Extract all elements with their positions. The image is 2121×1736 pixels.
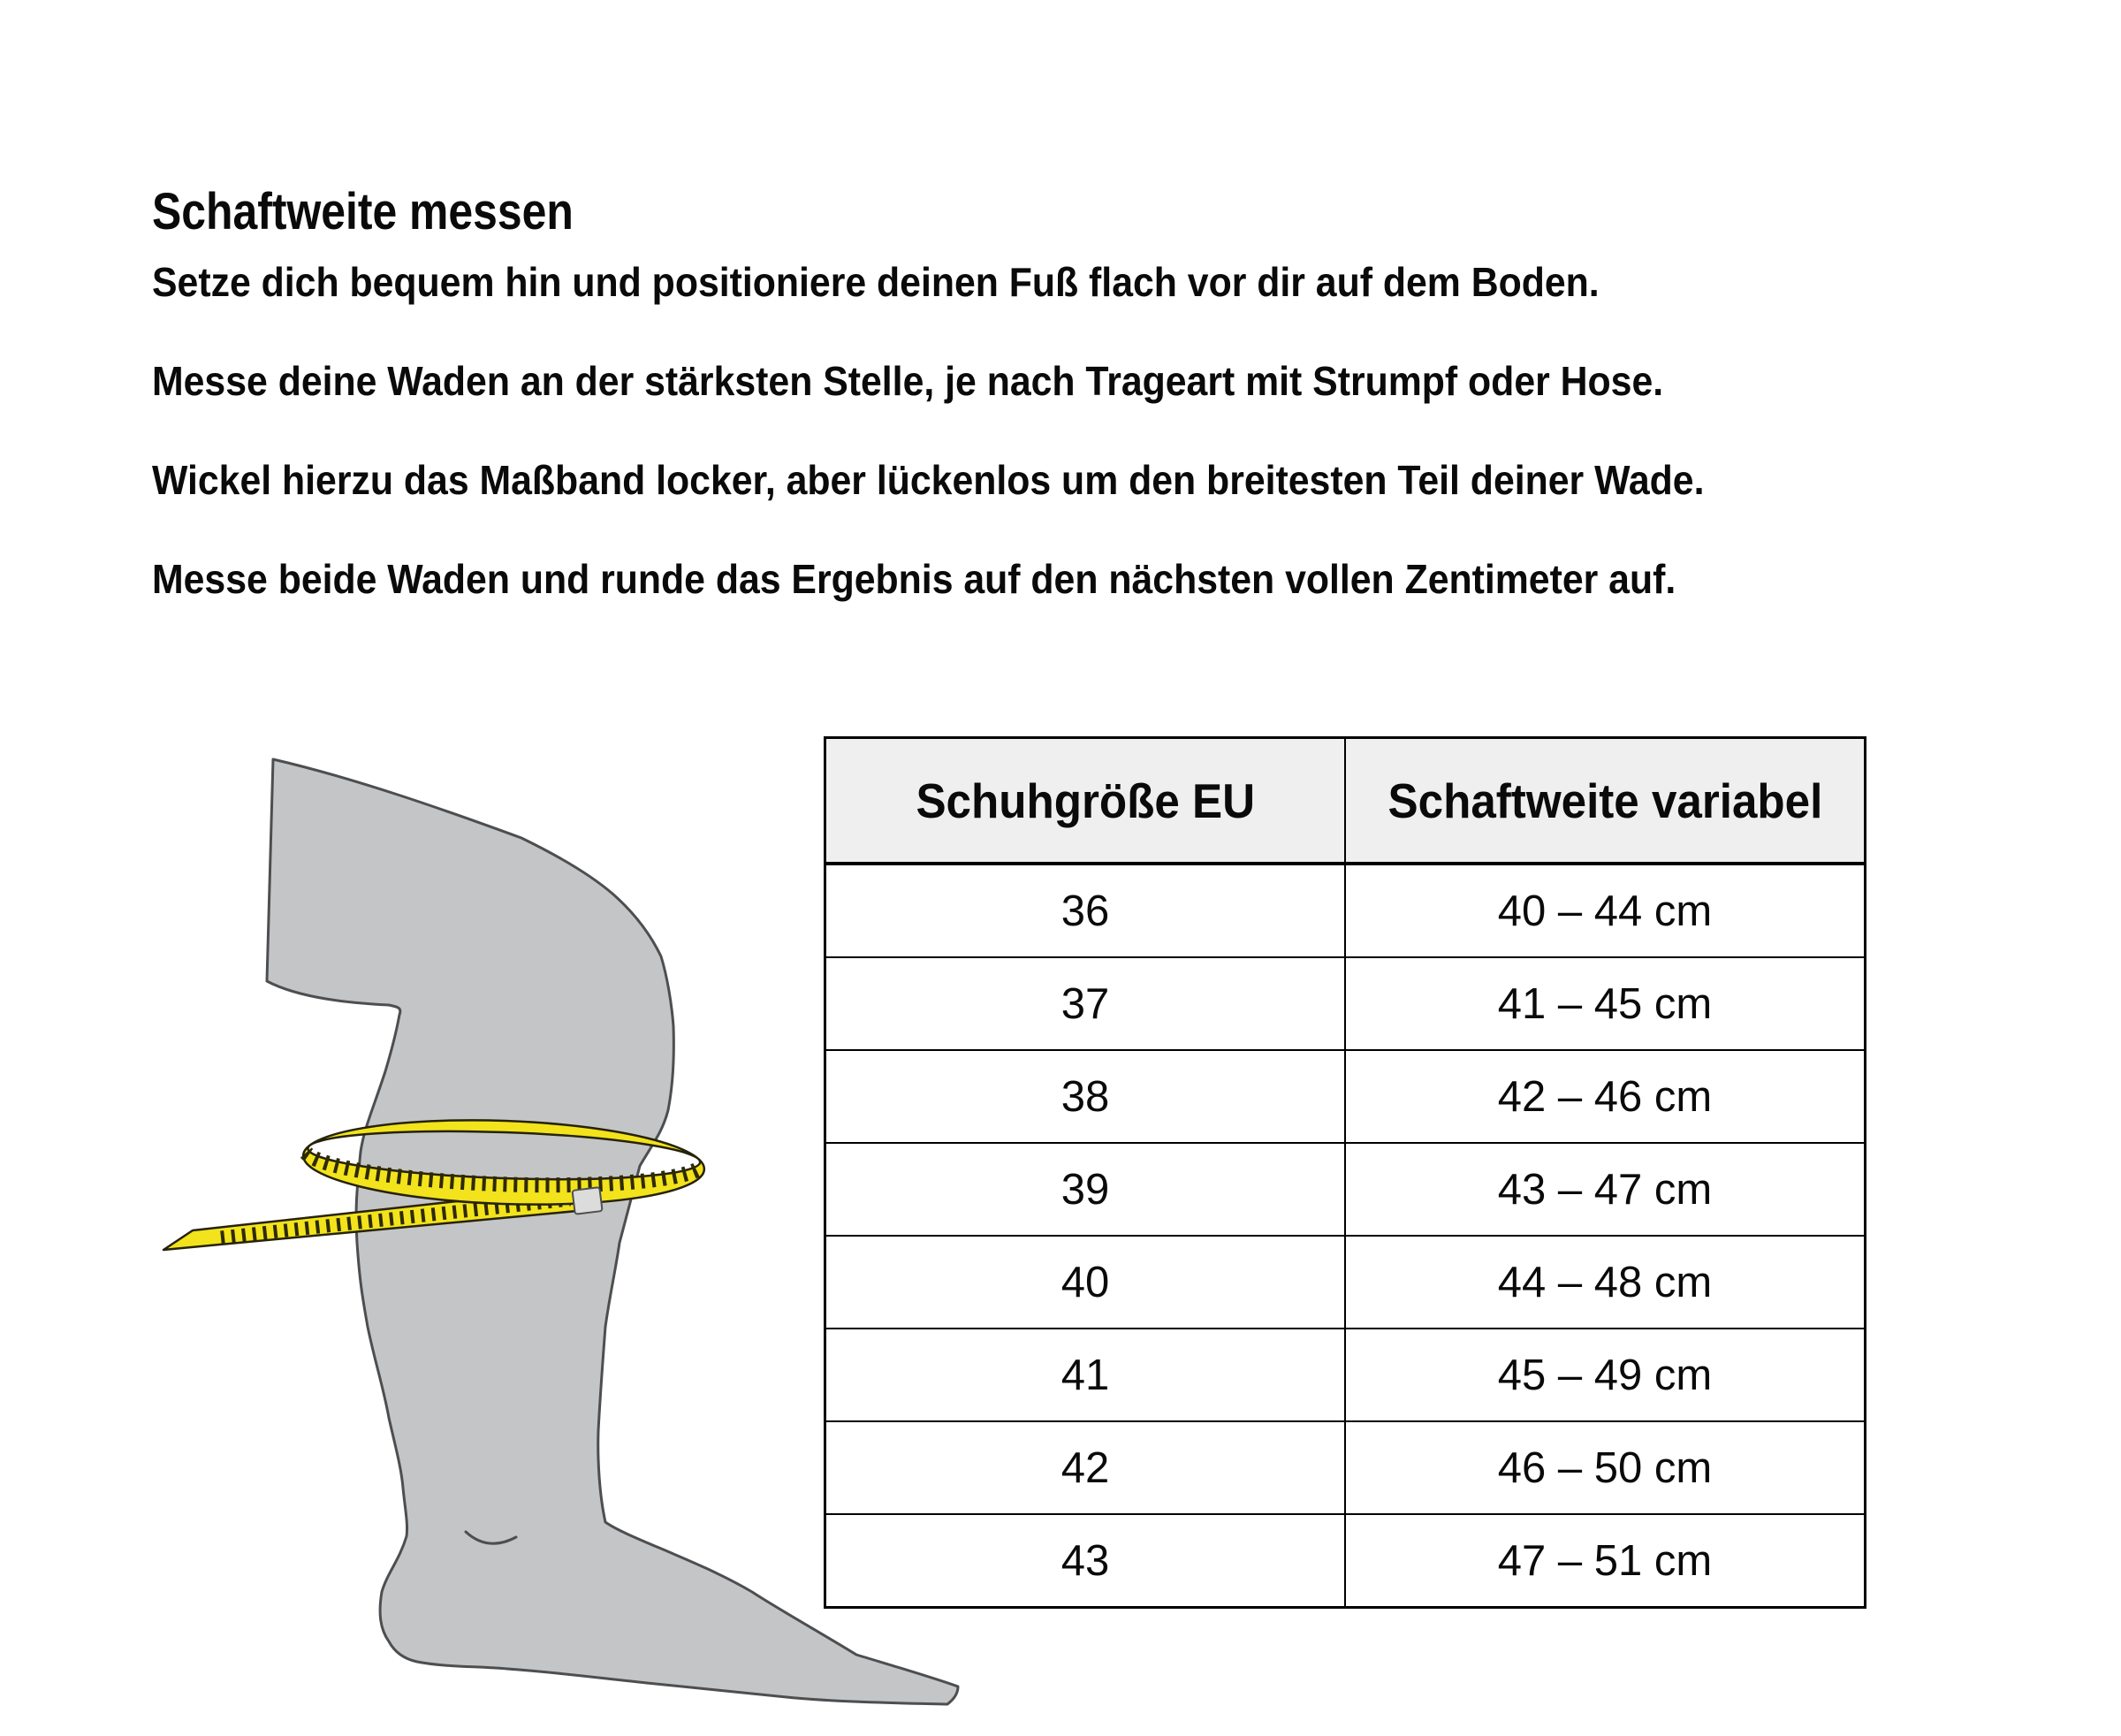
cell-shoe-size: 42: [825, 1421, 1346, 1514]
cell-shaft-width: 44 – 48 cm: [1345, 1236, 1866, 1329]
page-title: [152, 182, 642, 240]
size-table: [824, 736, 1866, 1609]
cell-shaft-width: 46 – 50 cm: [1345, 1421, 1866, 1514]
cell-shoe-size: 40: [825, 1236, 1346, 1329]
table-row: [825, 957, 1866, 1050]
cell-shaft-width: 42 – 46 cm: [1345, 1050, 1866, 1143]
table-row: [825, 1236, 1866, 1329]
cell-shaft-width: 40 – 44 cm: [1345, 864, 1866, 957]
page-title-text: Schaftweite messen: [152, 182, 574, 240]
cell-shaft-width: 45 – 49 cm: [1345, 1329, 1866, 1421]
header-cell-shoe-size: Schuhgröße EU: [825, 738, 1346, 864]
header-cell-shaft-width: Schaftweite variabel: [1345, 738, 1866, 864]
table-row: [825, 1143, 1866, 1236]
cell-shoe-size: 37: [825, 957, 1346, 1050]
instruction-paragraph: Messe beide Waden und runde das Ergebnis auf den nächsten vollen Zentimeter auf.: [152, 556, 1676, 602]
cell-shoe-size: 39: [825, 1143, 1346, 1236]
cell-shoe-size: 38: [825, 1050, 1346, 1143]
cell-shaft-width: 47 – 51 cm: [1345, 1514, 1866, 1608]
instruction-paragraph: Setze dich bequem hin und positioniere deinen Fuß flach vor dir auf dem Boden.: [152, 259, 1600, 305]
size-table-header: [825, 738, 1866, 864]
instruction-list: [152, 259, 1821, 658]
cell-shaft-width: 41 – 45 cm: [1345, 957, 1866, 1050]
table-row: [825, 1514, 1866, 1608]
cell-shoe-size: 41: [825, 1329, 1346, 1421]
table-row: [825, 1329, 1866, 1421]
table-header-row: [825, 738, 1866, 864]
tape-clasp: [573, 1187, 603, 1214]
cell-shoe-size: 43: [825, 1514, 1346, 1608]
size-table-body: [825, 864, 1866, 1608]
cell-shoe-size: 36: [825, 864, 1346, 957]
instruction-paragraph: Messe deine Waden an der stärksten Stelle, je nach Trageart mit Strumpf oder Hose.: [152, 358, 1664, 404]
table-row: [825, 864, 1866, 957]
cell-shaft-width: 43 – 47 cm: [1345, 1143, 1866, 1236]
table-row: [825, 1421, 1866, 1514]
instruction-paragraph: Wickel hierzu das Maßband locker, aber lückenlos um den breitesten Teil deiner Wade.: [152, 457, 1705, 503]
table-row: [825, 1050, 1866, 1143]
